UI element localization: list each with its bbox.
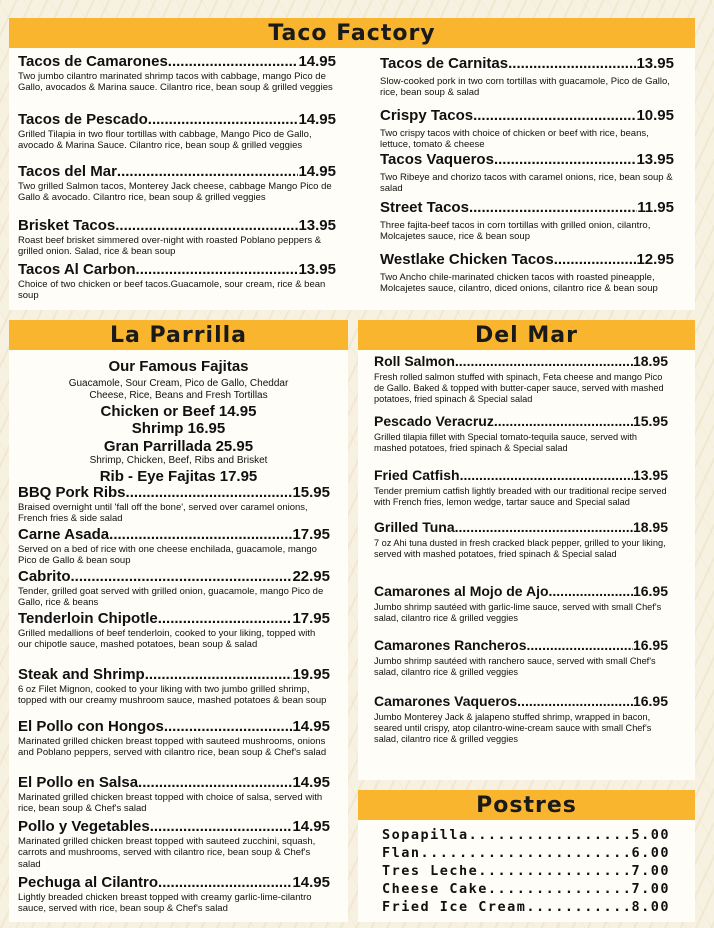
menu-item-name: Tenderloin Chipotle xyxy=(18,611,158,627)
menu-item xyxy=(18,218,336,258)
menu-item-description: Jumbo shrimp sautéed with garlic-lime sauce, served with small Chef's salad, cilantro rice & grilled veggies xyxy=(374,601,662,623)
menu-item-price: 15.95 xyxy=(632,414,668,429)
menu-item xyxy=(382,864,670,878)
menu-item-price: 14.95 xyxy=(292,775,330,791)
menu-item-name: Brisket Tacos xyxy=(18,218,116,234)
leader-dots xyxy=(526,900,631,914)
menu-item xyxy=(382,828,670,842)
menu-item-description: Marinated grilled chicken breast topped with sauteed zucchini, squash, carrots and mushrooms, served with cilantro rice, bean soup & Chef's salad xyxy=(18,835,316,870)
menu-item-description: Grilled tilapia fillet with Special tomato-tequila sauce, served with mashed potatoes, fried spinach & Special salad xyxy=(374,431,637,453)
gran-parrillada-desc: Shrimp, Chicken, Beef, Ribs and Brisket xyxy=(89,455,268,466)
menu-item-price: 10.95 xyxy=(636,108,674,124)
leader-dots xyxy=(455,520,633,535)
menu-item-heading xyxy=(374,694,668,709)
menu-item xyxy=(374,584,668,624)
menu-item xyxy=(374,354,668,405)
menu-item-price: 13.95 xyxy=(298,218,336,234)
menu-item xyxy=(374,638,668,678)
menu-item-price: 14.95 xyxy=(292,819,330,835)
menu-item-heading xyxy=(380,56,674,72)
menu-item-heading xyxy=(374,638,668,653)
fajitas-chicken-beef: Chicken or Beef 14.95 xyxy=(100,403,257,420)
menu-item-heading xyxy=(382,900,670,914)
menu-item-description: 6 oz Filet Mignon, cooked to your liking with two jumbo grilled shrimp, topped with our creamy mushroom sauce, mashed potatoes & bean soup xyxy=(18,683,327,707)
menu-item-name: Flan xyxy=(382,846,421,861)
menu-item-name: Grilled Tuna xyxy=(374,520,455,535)
leader-dots xyxy=(469,200,637,216)
la-parrilla-header xyxy=(9,320,348,350)
menu-item-name: Cabrito xyxy=(18,569,71,585)
menu-item-heading xyxy=(18,527,330,543)
menu-item-heading xyxy=(18,218,336,234)
leader-dots xyxy=(494,152,637,168)
leader-dots xyxy=(158,875,292,891)
menu-item-description: Choice of two chicken or beef tacos.Guacamole, sour cream, rice & bean soup xyxy=(18,278,326,302)
del-mar-title: Del Mar xyxy=(475,322,578,348)
menu-item-price: 18.95 xyxy=(632,520,668,535)
menu-item xyxy=(380,252,674,295)
menu-item-price: 16.95 xyxy=(632,584,668,599)
leader-dots xyxy=(494,414,633,429)
menu-item-price: 13.95 xyxy=(636,56,674,72)
menu-item-price: 17.95 xyxy=(292,611,330,627)
leader-dots xyxy=(145,667,293,683)
menu-item-heading xyxy=(380,152,674,168)
leader-dots xyxy=(115,218,298,234)
menu-item-description: Two Ancho chile-marinated chicken tacos with roasted pineapple, Molcajetes sauce, cilantro, diced onions, cilantro rice & bean soup xyxy=(380,271,658,295)
menu-item-name: BBQ Pork Ribs xyxy=(18,485,126,501)
menu-item-description: Slow-cooked pork in two corn tortillas with guacamole, Pico de Gallo, rice, bean soup & salad xyxy=(380,75,670,99)
menu-item xyxy=(18,569,330,609)
menu-item-name: Tacos del Mar xyxy=(18,164,117,180)
menu-item-name: Tacos Vaqueros xyxy=(380,152,494,168)
gran-parrillada: Gran Parrillada 25.95 xyxy=(103,438,254,455)
menu-item-price: 13.95 xyxy=(298,262,336,278)
menu-item-price: 14.95 xyxy=(298,54,336,70)
menu-item xyxy=(380,108,674,151)
leader-dots xyxy=(460,468,633,483)
menu-item-heading xyxy=(18,719,330,735)
fajitas-desc-2: Cheese, Rice, Beans and Fresh Tortillas xyxy=(89,390,268,401)
menu-item-name: Camarones Vaqueros xyxy=(374,694,518,709)
leader-dots xyxy=(148,112,299,128)
leader-dots xyxy=(421,846,632,860)
menu-item xyxy=(380,56,674,99)
menu-item-heading xyxy=(374,414,668,429)
menu-item-name: Steak and Shrimp xyxy=(18,667,145,683)
menu-item-price: 16.95 xyxy=(632,694,668,709)
menu-item-heading xyxy=(18,112,336,128)
menu-item-price: 8.00 xyxy=(631,900,670,915)
menu-item xyxy=(382,882,670,896)
menu-item-description: Tender, grilled goat served with grilled onion, guacamole, mango Pico de Gallo, rice & beans xyxy=(18,585,324,609)
leader-dots xyxy=(488,882,632,896)
menu-item-name: Camarones Rancheros xyxy=(374,638,527,653)
leader-dots xyxy=(473,108,636,124)
menu-item-description: Served on a bed of rice with one cheese enchilada, guacamole, mango Pico de Gallo & bean soup xyxy=(18,543,317,567)
menu-item-heading xyxy=(382,882,670,896)
menu-item-heading xyxy=(382,828,670,842)
menu-item-description: Two grilled Salmon tacos, Monterey Jack cheese, cabbage Mango Pico de Gallo & avocado. Cilantro rice, bean soup & grilled veggies xyxy=(18,180,332,204)
leader-dots xyxy=(549,584,633,599)
menu-item xyxy=(18,719,330,759)
menu-item-name: Roll Salmon xyxy=(374,354,455,369)
rib-eye-fajitas: Rib - Eye Fajitas 17.95 xyxy=(99,468,258,485)
menu-item-name: Tacos de Camarones xyxy=(18,54,168,70)
menu-item-name: Tacos de Pescado xyxy=(18,112,148,128)
menu-item-heading xyxy=(380,200,674,216)
menu-item-heading xyxy=(374,584,668,599)
leader-dots xyxy=(164,719,293,735)
menu-item-heading xyxy=(18,819,330,835)
leader-dots xyxy=(150,819,293,835)
menu-item-heading xyxy=(380,252,674,268)
menu-item-description: Two Ribeye and chorizo tacos with caramel onions, rice, bean soup & salad xyxy=(380,171,673,195)
menu-item-price: 19.95 xyxy=(292,667,330,683)
menu-item xyxy=(18,164,336,204)
menu-item-name: Tacos Al Carbon xyxy=(18,262,136,278)
menu-item xyxy=(382,846,670,860)
fajitas-desc-1: Guacamole, Sour Cream, Pico de Gallo, Cheddar xyxy=(68,378,289,389)
menu-item xyxy=(18,485,330,525)
menu-item xyxy=(18,875,330,915)
menu-item-name: Pescado Veracruz xyxy=(374,414,494,429)
menu-item-price: 14.95 xyxy=(298,164,336,180)
menu-item xyxy=(18,819,330,870)
menu-item-price: 6.00 xyxy=(631,846,670,861)
menu-item-price: 5.00 xyxy=(631,828,670,843)
menu-item-price: 22.95 xyxy=(292,569,330,585)
menu-item-heading xyxy=(382,846,670,860)
menu-item-price: 7.00 xyxy=(631,882,670,897)
menu-item-price: 13.95 xyxy=(632,468,668,483)
menu-item-description: Three fajita-beef tacos in corn tortillas with grilled onion, cilantro, Molcajetes sauce, rice & bean soup xyxy=(380,219,651,243)
menu-item-description: Jumbo shrimp sautéed with ranchero sauce, served with small Chef's salad, cilantro rice & grilled veggies xyxy=(374,655,656,677)
menu-item-heading xyxy=(382,864,670,878)
menu-item-name: Camarones al Mojo de Ajo xyxy=(374,584,549,599)
menu-item-description: Lightly breaded chicken breast topped with creamy garlic-lime-cilantro sauce, served with rice, bean soup & Chef's salad xyxy=(18,891,312,915)
menu-item-name: Westlake Chicken Tacos xyxy=(380,252,554,268)
menu-item-name: Tacos de Carnitas xyxy=(380,56,509,72)
menu-item-heading xyxy=(18,775,330,791)
menu-item-description: Grilled Tilapia in two flour tortillas with cabbage, Mango Pico de Gallo, avocado & Marina Sauce. Cilantro rice, bean soup & grilled veggies xyxy=(18,128,312,152)
menu-item-name: Tres Leche xyxy=(382,864,479,879)
leader-dots xyxy=(71,569,293,585)
menu-item-name: El Pollo con Hongos xyxy=(18,719,164,735)
leader-dots xyxy=(478,864,631,878)
menu-item-heading xyxy=(18,875,330,891)
menu-item xyxy=(18,667,330,707)
leader-dots xyxy=(527,638,633,653)
leader-dots xyxy=(508,56,636,72)
menu-item-description: Marinated grilled chicken breast topped with sauteed mushrooms, onions and Poblano peppers, served with cilantro rice, bean soup & Chef's salad xyxy=(18,735,327,759)
leader-dots xyxy=(117,164,299,180)
leader-dots xyxy=(517,694,633,709)
menu-item-name: Fried Catfish xyxy=(374,468,460,483)
menu-item xyxy=(374,694,668,745)
menu-item-price: 14.95 xyxy=(292,719,330,735)
menu-item-name: El Pollo en Salsa xyxy=(18,775,139,791)
leader-dots xyxy=(126,485,293,501)
taco-factory-header xyxy=(9,18,695,48)
menu-item-description: Jumbo Monterey Jack & jalapeno stuffed shrimp, wrapped in bacon, seared until crispy, atop cilantro-wine-cream sauce with small Chef's salad, cilantro rice & grilled veggies xyxy=(374,711,652,745)
menu-item-price: 11.95 xyxy=(637,200,674,216)
menu-item xyxy=(380,152,674,195)
leader-dots xyxy=(469,828,632,842)
leader-dots xyxy=(109,527,292,543)
menu-item-heading xyxy=(374,520,668,535)
menu-item xyxy=(18,611,330,651)
menu-item-heading xyxy=(18,164,336,180)
menu-item-heading xyxy=(374,354,668,369)
menu-item-heading xyxy=(18,262,336,278)
fajitas-heading: Our Famous Fajitas xyxy=(108,358,249,375)
menu-item xyxy=(18,54,336,94)
menu-item-heading xyxy=(18,611,330,627)
menu-item-heading xyxy=(18,667,330,683)
menu-item-name: Sopapilla xyxy=(382,828,469,843)
taco-factory-title: Taco Factory xyxy=(268,20,436,46)
menu-item-description: Fresh rolled salmon stuffed with spinach, Feta cheese and mango Pico de Gallo. Baked & topped with butter-caper sauce, served with mashed potatoes, fried spinach & Special salad xyxy=(374,371,664,405)
fajitas-block xyxy=(9,358,348,483)
menu-item-name: Fried Ice Cream xyxy=(382,900,527,915)
menu-item-name: Pechuga al Cilantro xyxy=(18,875,159,891)
menu-item-price: 14.95 xyxy=(292,875,330,891)
leader-dots xyxy=(138,775,292,791)
menu-item-price: 12.95 xyxy=(636,252,674,268)
menu-item-description: Braised overnight until 'fall off the bone', served over caramel onions, French fries & side salad xyxy=(18,501,308,525)
menu-item-heading xyxy=(18,569,330,585)
menu-item-description: Grilled medallions of beef tenderloin, cooked to your liking, topped with our chipotle sauce, mashed potatoes, bean soup & salad xyxy=(18,627,316,651)
leader-dots xyxy=(136,262,299,278)
menu-item-price: 7.00 xyxy=(631,864,670,879)
leader-dots xyxy=(158,611,293,627)
menu-item-name: Crispy Tacos xyxy=(380,108,474,124)
menu-item-price: 16.95 xyxy=(632,638,668,653)
menu-item-heading xyxy=(374,468,668,483)
menu-item xyxy=(18,775,330,815)
menu-item-description: Two jumbo cilantro marinated shrimp tacos with cabbage, mango Pico de Gallo, avocados & Marina sauce. Cilantro rice, bean soup & grilled veggies xyxy=(18,70,333,94)
menu-item xyxy=(380,200,674,243)
menu-item-name: Cheese Cake xyxy=(382,882,488,897)
menu-item-description: Marinated grilled chicken breast topped with choice of salsa, served with rice, bean soup & Chef's salad xyxy=(18,791,323,815)
menu-item-heading xyxy=(18,485,330,501)
menu-item xyxy=(374,520,668,560)
menu-item-name: Pollo y Vegetables xyxy=(18,819,150,835)
menu-item-description: Tender premium catfish lightly breaded with our traditional recipe served with French fries, lemon wedge, tartar sauce and Special salad xyxy=(374,485,667,507)
postres-header xyxy=(358,790,695,820)
menu-item-heading xyxy=(18,54,336,70)
menu-item-price: 15.95 xyxy=(292,485,330,501)
menu-item-description: Two crispy tacos with choice of chicken or beef with rice, beans, lettuce, tomato & cheese xyxy=(380,127,649,151)
menu-item xyxy=(374,468,668,508)
menu-item-price: 14.95 xyxy=(298,112,336,128)
la-parrilla-title: La Parrilla xyxy=(109,322,248,348)
del-mar-header xyxy=(358,320,695,350)
menu-item-price: 18.95 xyxy=(632,354,668,369)
leader-dots xyxy=(168,54,299,70)
menu-item xyxy=(18,262,336,302)
fajitas-shrimp: Shrimp 16.95 xyxy=(131,420,226,437)
leader-dots xyxy=(455,354,633,369)
menu-item-price: 13.95 xyxy=(636,152,674,168)
menu-item-description: 7 oz Ahi tuna dusted in fresh cracked black pepper, grilled to your liking, served with mashed potatoes, fried spinach & Special salad xyxy=(374,537,666,559)
menu-item xyxy=(374,414,668,454)
menu-item xyxy=(382,900,670,914)
menu-item xyxy=(18,527,330,567)
menu-item-heading xyxy=(380,108,674,124)
leader-dots xyxy=(554,252,637,268)
menu-item-name: Street Tacos xyxy=(380,200,469,216)
menu-item xyxy=(18,112,336,152)
menu-item-price: 17.95 xyxy=(292,527,330,543)
postres-title: Postres xyxy=(476,792,577,818)
menu-item-name: Carne Asada xyxy=(18,527,110,543)
menu-item-description: Roast beef brisket simmered over-night with roasted Poblano peppers & grilled onion. Salad, rice & bean soup xyxy=(18,234,322,258)
